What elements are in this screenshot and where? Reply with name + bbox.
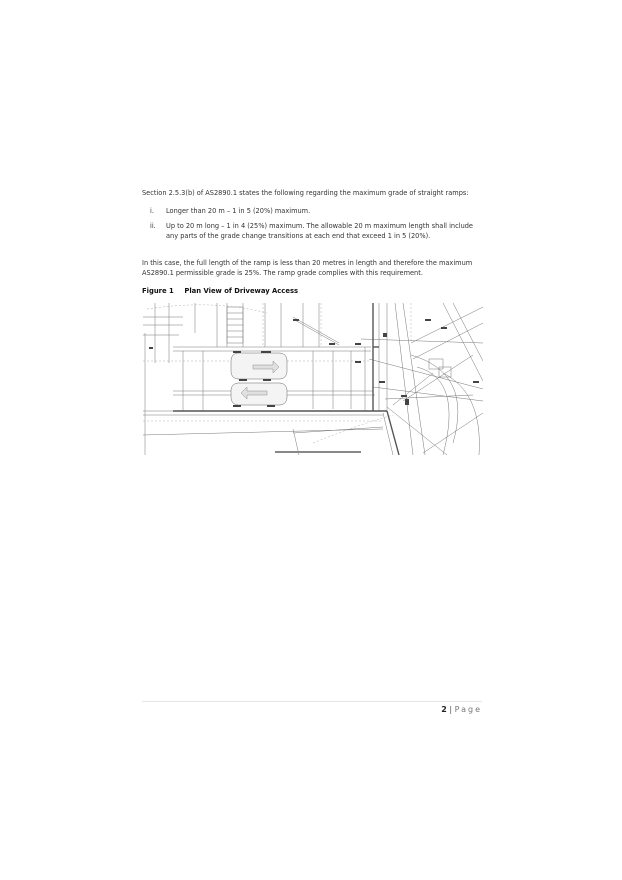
page-footer	[420, 705, 482, 714]
list-item-number: i.	[150, 207, 154, 215]
figure-title: Plan View of Driveway Access	[184, 287, 299, 295]
figure-caption	[142, 287, 298, 295]
list-item-text: Longer than 20 m – 1 in 5 (20%) maximum.	[166, 207, 311, 215]
list-item-number: ii.	[150, 222, 156, 230]
page-label: Page	[454, 705, 482, 714]
conclusion-paragraph: In this case, the full length of the ramp is less than 20 metres in length and therefore the maximum AS2890.1 permissible grade is 25%. The ramp grade complies with this requirement.	[142, 259, 473, 277]
figure-label: Figure 1	[142, 287, 174, 295]
driveway-plan-drawing	[143, 303, 483, 455]
footer-separator: |	[449, 705, 453, 714]
intro-paragraph: Section 2.5.3(b) of AS2890.1 states the following regarding the maximum grade of straight ramps:	[142, 189, 469, 197]
page-number: 2	[441, 705, 447, 714]
list-item-text: Up to 20 m long – 1 in 4 (25%) maximum. The allowable 20 m maximum length shall include any parts of the grade change transitions at each end that exceed 1 in 5 (20%).	[166, 222, 473, 240]
footer-divider	[142, 701, 482, 702]
